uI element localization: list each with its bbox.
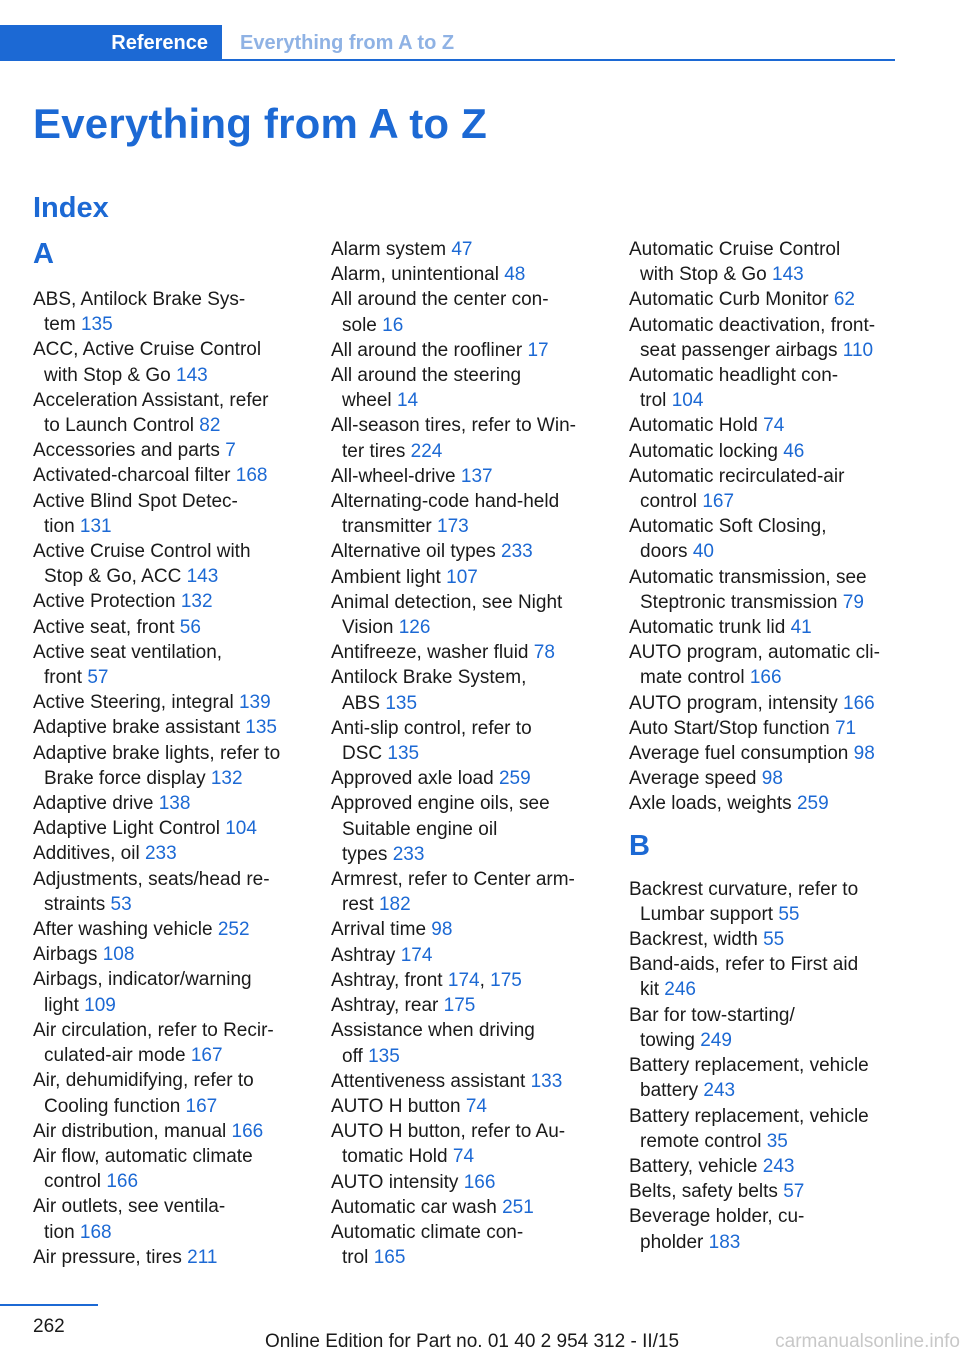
index-entry [33,1245,298,1270]
page-link[interactable]: 168 [79,1221,112,1243]
page-link[interactable]: 175 [443,995,476,1017]
watermark: carmanualsonline.info [775,1331,960,1352]
page-link[interactable]: 135 [80,314,113,336]
index-entry [33,1119,298,1144]
page-link[interactable]: 126 [398,617,431,639]
index-entry-text: Belts, safety belts [629,1181,778,1203]
section-tab[interactable]: Reference [0,25,222,61]
page-link[interactable]: 137 [460,465,493,487]
index-entry [331,716,596,766]
index-entry-text: Battery replacement, vehicle [629,1055,869,1077]
index-entry-text: Cooling function [44,1095,181,1117]
index-entry-text: ABS, Antilock Brake Sys- [33,289,246,310]
index-entry [331,1170,596,1195]
page-link[interactable]: 243 [762,1155,795,1177]
index-entry-text: Activated-charcoal filter [33,465,231,487]
page-link[interactable]: 57 [87,667,109,689]
page-link[interactable]: 252 [217,919,250,941]
page-link[interactable]: 82 [199,415,221,437]
index-entry-text: Acceleration Assistant, refer [33,389,269,411]
index-entry-text: Assistance when driving [331,1020,535,1042]
index-entry-text: Alarm system [331,239,447,260]
index-letter: A [33,238,54,270]
index-entry [331,363,596,413]
index-entry [33,942,298,967]
page-link[interactable]: 143 [772,264,804,286]
index-entry-text: Adjustments, seats/head re- [33,868,270,890]
index-entry [33,967,298,1017]
page-link[interactable]: 143 [176,364,208,386]
index-entry [33,867,298,917]
index-entry-text: All around the center con- [331,289,549,311]
page-link[interactable]: 167 [190,1045,223,1067]
index-entry-text: Battery, vehicle [629,1155,758,1177]
index-entry [629,363,894,413]
index-entry [629,877,894,927]
index-entry-text: trol [342,1247,369,1269]
page-link[interactable]: 79 [842,591,864,613]
page-link[interactable]: 233 [392,843,425,865]
index-entry-text: wheel [342,390,392,412]
page-link[interactable]: 135 [387,743,420,765]
index-entry-text: tion [44,1221,75,1243]
index-entry-text: Average speed [629,768,757,790]
index-column-3 [629,237,894,1255]
index-entry [33,816,298,841]
page-link[interactable]: 35 [766,1130,788,1152]
index-entry-text: Arrival time [331,919,427,941]
index-entry-text: trol [640,390,667,412]
index-entry-text: sole [342,314,377,336]
page-link[interactable]: 138 [158,793,191,815]
page-link[interactable]: 14 [396,390,419,412]
page-link[interactable]: 53 [110,893,132,915]
index-entry-text: Alarm, unintentional [331,264,499,286]
index-entry [629,1179,894,1204]
page-link[interactable]: 135 [245,717,277,739]
index-entry: Ashtray, front 174, 175 [331,969,522,991]
page-link[interactable]: 182 [378,894,411,916]
index-entry-text: Air pressure, tires [33,1246,182,1268]
index-entry-text: Ashtray [331,944,396,966]
index-entry-text: mate control [640,667,745,689]
index-entry-text: Air outlets, see ventila- [33,1196,226,1218]
page-link[interactable]: 57 [783,1181,805,1203]
page-link[interactable]: 259 [796,793,829,815]
index-entry [331,943,596,968]
index-entry [33,1018,298,1068]
index-entry-text: Antifreeze, washer fluid [331,642,529,664]
page-link[interactable]: 131 [79,515,112,537]
index-title: Index [33,192,109,224]
index-entry [629,791,894,816]
index-entry [331,993,596,1018]
index-entry-text: control [44,1171,102,1193]
index-entry-text: Attentiveness assistant [331,1070,526,1092]
index-entry [33,1144,298,1194]
index-entry-text: Active seat ventilation, [33,641,223,663]
index-entry-text: Lumbar support [640,903,774,925]
index-entry-text: straints [44,893,106,915]
index-entry [331,1195,596,1220]
index-entry [33,438,298,463]
index-entry-text: Automatic Cruise Control [629,239,841,260]
index-entry-text: Average fuel consumption [629,743,849,765]
index-entry [33,337,298,387]
index-entry [629,1003,894,1053]
index-entry [331,1069,596,1094]
page-link[interactable]: 233 [501,541,533,563]
index-entry-text: Ambient light [331,566,441,588]
page-link[interactable]: 132 [180,591,213,613]
index-entry [629,439,894,464]
index-entry [331,287,596,337]
index-entry-text: Air, dehumidifying, refer to [33,1070,254,1092]
page-link[interactable]: 224 [410,440,443,462]
page-link[interactable]: 249 [700,1029,732,1051]
page-link[interactable]: 98 [431,919,453,941]
index-entry-text: ter tires [342,440,406,462]
page-link[interactable]: 56 [179,616,201,638]
index-entry-text: pholder [640,1231,704,1253]
index-entry-text: All around the roofliner [331,339,523,361]
index-entry-text: tion [44,515,75,537]
index-entry [331,791,596,867]
page-link[interactable]: 104 [225,818,257,840]
index-entry-text: Automatic climate con- [331,1221,524,1243]
index-entry-text: Auto Start/Stop function [629,717,830,739]
index-entry-text: culated-air mode [44,1045,186,1067]
index-entry-text: All-wheel-drive [331,465,456,487]
index-entry [331,665,596,715]
index-entry [629,741,894,766]
index-entry [33,640,298,690]
index-entry [629,313,894,363]
index-column-2 [331,237,596,1270]
index-entry [33,690,298,715]
index-entry-text: Alternating-code hand-held [331,491,560,513]
index-entry [331,338,596,363]
page-link[interactable]: 246 [664,979,696,1001]
index-entry-text: remote control [640,1130,762,1152]
page-link[interactable]: 17 [527,339,549,361]
page-link[interactable]: 173 [437,516,469,538]
index-entry [33,463,298,488]
page-link[interactable]: 132 [210,767,243,789]
index-column-1 [33,237,298,1270]
header-title: Everything from A to Z [240,32,455,54]
index-entry [331,867,596,917]
index-entry [33,489,298,539]
index-entry [33,539,298,589]
page-number: 262 [33,1316,65,1337]
index-entry-text: AUTO intensity [331,1171,459,1193]
index-entry-text: Automatic car wash [331,1196,497,1218]
index-entry-text: rest [342,894,374,916]
index-entry-text: with Stop & Go [44,364,171,386]
index-entry-text: Automatic trunk lid [629,617,786,639]
index-entry-text: Ashtray, rear [331,995,439,1017]
index-entry [629,413,894,438]
index-entry-text: Automatic locking [629,440,778,462]
index-letter: B [629,829,650,862]
page-link[interactable]: 107 [446,566,478,588]
index-entry [331,917,596,942]
index-entry-text: kit [640,979,659,1001]
index-entry-text: tem [44,314,76,336]
page-link[interactable]: 166 [843,692,875,714]
index-entry-text: Alternative oil types [331,541,496,563]
index-entry-text: ACC, Active Cruise Control [33,339,262,361]
index-entry-text: towing [640,1029,695,1051]
index-entry [331,766,596,791]
index-entry-text: Automatic Curb Monitor [629,289,829,311]
page-link[interactable]: 48 [504,264,526,286]
page-link[interactable]: 166 [231,1120,264,1142]
index-entry [331,590,596,640]
page-link[interactable]: 41 [790,617,812,639]
page-link[interactable]: 40 [692,541,714,563]
index-entry [629,927,894,952]
edition-note: Online Edition for Part no. 01 40 2 954 312 - II/15 [265,1331,680,1352]
page-link[interactable]: 74 [465,1095,487,1117]
index-entry-text: Ashtray, front [331,969,443,991]
index-entry-text: front [44,667,83,689]
index-entry-text: Adaptive Light Control [33,818,220,840]
index-entry-text: types [342,843,388,865]
index-entry-text: doors [640,541,688,563]
page-link[interactable]: 174 [400,944,433,966]
index-entry [629,716,894,741]
page-title: Everything from A to Z [33,100,487,147]
index-entry [629,1204,894,1254]
index-entry [331,565,596,590]
index-entry-text: Automatic transmission, see [629,566,867,588]
page-link[interactable]: 74 [763,415,785,437]
page-link[interactable]: 7 [225,440,236,462]
index-entry-text: Active Steering, integral [33,692,234,714]
index-entry [33,741,298,791]
page-link[interactable]: 259 [498,768,531,790]
page-link[interactable]: 233 [144,843,177,865]
index-entry [629,237,894,287]
index-entry-text: Approved engine oils, see [331,793,550,815]
index-entry-text: Approved axle load [331,768,494,790]
index-entry-text: Adaptive brake lights, refer to [33,742,281,764]
index-entry [331,1220,596,1270]
page-link[interactable]: 183 [708,1231,741,1253]
page-link[interactable]: 55 [763,929,785,951]
index-entry [629,514,894,564]
index-entry-text: DSC [342,743,383,765]
page-link[interactable]: 108 [102,944,135,966]
index-entry [629,615,894,640]
page-link[interactable]: 166 [749,667,782,689]
index-entry [629,565,894,615]
index-entry [629,691,894,716]
page-link[interactable]: 109 [84,994,116,1016]
page-link[interactable]: 98 [761,768,783,790]
page-link[interactable]: 133 [530,1070,563,1092]
page-link[interactable]: 174 [447,969,480,991]
index-entry [331,464,596,489]
index-entry [33,615,298,640]
index-entry [331,489,596,539]
page-link[interactable]: 143 [186,566,219,588]
index-entry-text: Animal detection, see Night [331,591,563,613]
index-entry-text: Anti-slip control, refer to [331,717,532,739]
page-link[interactable]: 74 [452,1146,475,1168]
index-entry-text: Beverage holder, cu- [629,1206,805,1228]
index-entry-text: light [44,994,79,1016]
index-entry-text: with Stop & Go [640,264,767,286]
page-link[interactable]: 165 [373,1247,406,1269]
index-entry-text: All around the steering [331,365,522,387]
running-header [0,25,895,61]
index-entry [629,766,894,791]
header-rule [222,59,895,61]
index-entry-text: Automatic recirculated-air [629,465,845,487]
index-entry-text: After washing vehicle [33,919,213,941]
index-entry-text: control [640,491,698,513]
index-entry-text: AUTO H button, refer to Au- [331,1121,566,1143]
index-entry-text: ABS [342,692,381,714]
page-link[interactable]: 98 [853,743,875,765]
page-link[interactable]: 251 [502,1196,534,1218]
index-entry [33,1194,298,1244]
index-entry [331,1018,596,1068]
index-entry-text: Backrest, width [629,929,758,951]
index-entry [331,1094,596,1119]
index-entry-text: Accessories and parts [33,440,220,462]
page-link[interactable]: 135 [368,1045,400,1067]
index-entry-text: Active Protection [33,591,176,613]
index-entry-text: Air flow, automatic climate [33,1145,253,1167]
page-link[interactable]: 104 [671,390,704,412]
index-entry-text: Adaptive drive [33,793,154,815]
page-link[interactable]: 139 [238,692,271,714]
index-entry-text: Air circulation, refer to Recir- [33,1019,274,1041]
page-link[interactable]: 211 [187,1246,218,1268]
index-entry [331,413,596,463]
index-entry-text: off [342,1045,363,1067]
index-entry [33,791,298,816]
page-link[interactable]: 55 [778,903,800,925]
page-link[interactable]: 175 [490,969,522,991]
index-entry [629,640,894,690]
page-link[interactable]: 167 [702,491,735,513]
page-link[interactable]: 16 [382,314,404,336]
index-entry-text: Automatic Soft Closing, [629,516,827,538]
index-entry-text: Steptronic transmission [640,591,838,613]
index-entry-text: transmitter [342,516,432,538]
index-entry-text: AUTO program, automatic cli- [629,642,880,664]
index-entry-text: tomatic Hold [342,1146,448,1168]
index-entry [331,640,596,665]
page-link[interactable]: 166 [106,1171,139,1193]
index-entry [331,262,596,287]
index-entry-text: Airbags [33,944,98,966]
page-link[interactable]: 110 [842,339,874,361]
index-entry-text: Adaptive brake assistant [33,717,241,739]
page-link[interactable]: 62 [833,289,855,311]
index-entry [331,1119,596,1169]
page-link[interactable]: 47 [451,239,473,260]
index-entry [629,1104,894,1154]
index-entry-text: Active Cruise Control with [33,541,251,563]
page-link[interactable]: 135 [385,692,418,714]
index-entry-text: Backrest curvature, refer to [629,878,859,900]
index-entry [629,1053,894,1103]
index-entry [629,287,894,312]
index-entry-text: battery [640,1080,699,1102]
page-link[interactable]: 167 [185,1095,218,1117]
index-entry [33,917,298,942]
index-entry [33,841,298,866]
index-entry-text: All-season tires, refer to Win- [331,415,576,437]
index-entry-text: Bar for tow-starting/ [629,1004,795,1026]
index-entry [629,464,894,514]
index-entry-text: Automatic Hold [629,415,758,437]
index-entry-text: Active seat, front [33,616,175,638]
index-entry-text: seat passenger airbags [640,339,838,361]
index-entry-text: Suitable engine oil [342,818,498,840]
index-entry-text: Automatic headlight con- [629,365,839,387]
index-entry-text: Battery replacement, vehicle [629,1105,869,1127]
index-entry-text: Brake force display [44,767,206,789]
page-link[interactable]: 243 [703,1080,736,1102]
page-link[interactable]: 166 [463,1171,496,1193]
index-entry-text: Armrest, refer to Center arm- [331,869,575,891]
index-entry-text: Antilock Brake System, [331,667,527,689]
page-link[interactable]: 46 [783,440,805,462]
index-entry-text: Vision [342,617,394,639]
index-entry-text: Active Blind Spot Detec- [33,490,238,512]
page-link[interactable]: 168 [235,465,268,487]
page-link[interactable]: 78 [533,642,555,664]
footer-rule [0,1304,98,1306]
index-entry [33,1068,298,1118]
index-entry-text: Stop & Go, ACC [44,566,182,588]
index-entry [629,1154,894,1179]
index-entry-text: Axle loads, weights [629,793,792,815]
index-entry [629,952,894,1002]
index-entry-text: Additives, oil [33,843,140,865]
index-entry [33,715,298,740]
index-entry [331,539,596,564]
index-entry-text: Automatic deactivation, front- [629,314,876,336]
index-entry-text: to Launch Control [44,415,194,437]
index-entry-text: Band-aids, refer to First aid [629,954,859,976]
index-entry [331,237,596,262]
page-link[interactable]: 71 [834,717,857,739]
index-entry-text: AUTO H button [331,1095,461,1117]
index-entry-text: AUTO program, intensity [629,692,838,714]
index-entry-text: Air distribution, manual [33,1120,227,1142]
index-entry [33,589,298,614]
index-entry [33,287,298,337]
index-entry [33,388,298,438]
index-entry-text: Airbags, indicator/warning [33,969,252,991]
